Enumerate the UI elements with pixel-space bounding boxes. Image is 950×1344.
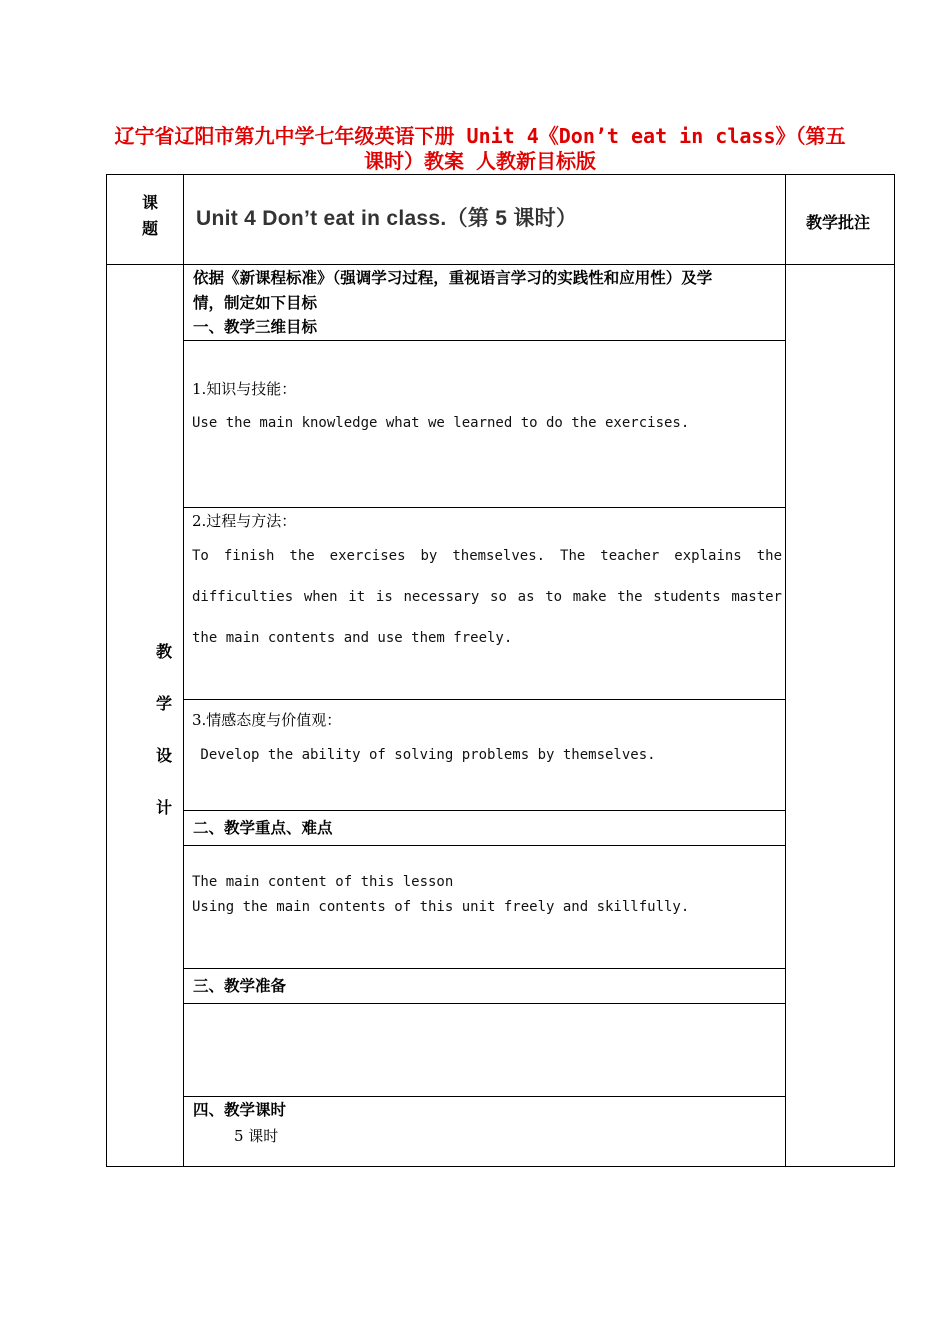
goal2-heading: 2.过程与方法： xyxy=(192,512,297,530)
table-border-top xyxy=(106,174,895,175)
design-label-char: 教 xyxy=(155,642,172,661)
goals-heading: 一、教学三维目标 xyxy=(193,318,318,336)
design-label xyxy=(154,626,174,834)
table-border-bottom xyxy=(106,1166,895,1167)
goal1-text: Use the main knowledge what we learned to do the exercises. xyxy=(192,415,690,431)
goal3-text: Develop the ability of solving problems by themselves. xyxy=(192,747,656,763)
table-border-right xyxy=(894,174,895,1167)
keypoints-heading: 二、教学重点、难点 xyxy=(193,819,333,837)
row-divider-prep xyxy=(183,1096,786,1097)
keypoint-line-1: The main content of this lesson xyxy=(192,874,454,890)
row-divider-goal3 xyxy=(183,810,786,811)
topic-label xyxy=(140,190,160,242)
topic-label-char: 题 xyxy=(141,219,158,238)
table-border-left xyxy=(106,174,107,1167)
row-divider-goal1 xyxy=(183,507,786,508)
design-label-char: 学 xyxy=(155,694,172,713)
hours-text: 5 课时 xyxy=(234,1127,279,1145)
unit-title: Unit 4 Don’t eat in class.（第 5 课时） xyxy=(196,207,578,230)
keypoint-line-2: Using the main contents of this unit freely and skillfully. xyxy=(192,899,690,915)
goal3-heading: 3.情感态度与价值观： xyxy=(192,711,342,729)
row-divider-keypoints-heading xyxy=(183,845,786,846)
row-divider-prep-heading xyxy=(183,1003,786,1004)
goal1-heading: 1.知识与技能： xyxy=(192,380,297,398)
intro-line-1: 依据《新课程标准》（强调学习过程，重视语言学习的实践性和应用性）及学 xyxy=(193,269,713,287)
prep-heading: 三、教学准备 xyxy=(193,977,287,995)
row-divider-intro xyxy=(183,340,786,341)
goal2-text: To finish the exercises by themselves. The teacher explains the difficulties when it is necessary so as to make the students master the main contents and use them freely. xyxy=(192,548,782,646)
column-divider-left xyxy=(183,174,184,1167)
row-divider-topic xyxy=(106,264,895,265)
lesson-plan-table xyxy=(106,174,895,1167)
row-divider-goal2 xyxy=(183,699,786,700)
hours-heading: 四、教学课时 xyxy=(193,1101,287,1119)
document-title: 辽宁省辽阳市第九中学七年级英语下册 Unit 4《Don’t eat in class》（第五课时）教案 人教新目标版 xyxy=(114,124,846,173)
row-divider-keypoints xyxy=(183,968,786,969)
design-label-char: 计 xyxy=(155,798,172,817)
remarks-label: 教学批注 xyxy=(806,213,871,232)
topic-label-char: 课 xyxy=(141,193,158,212)
intro-line-2: 情，制定如下目标 xyxy=(193,294,318,312)
design-label-char: 设 xyxy=(155,746,172,765)
